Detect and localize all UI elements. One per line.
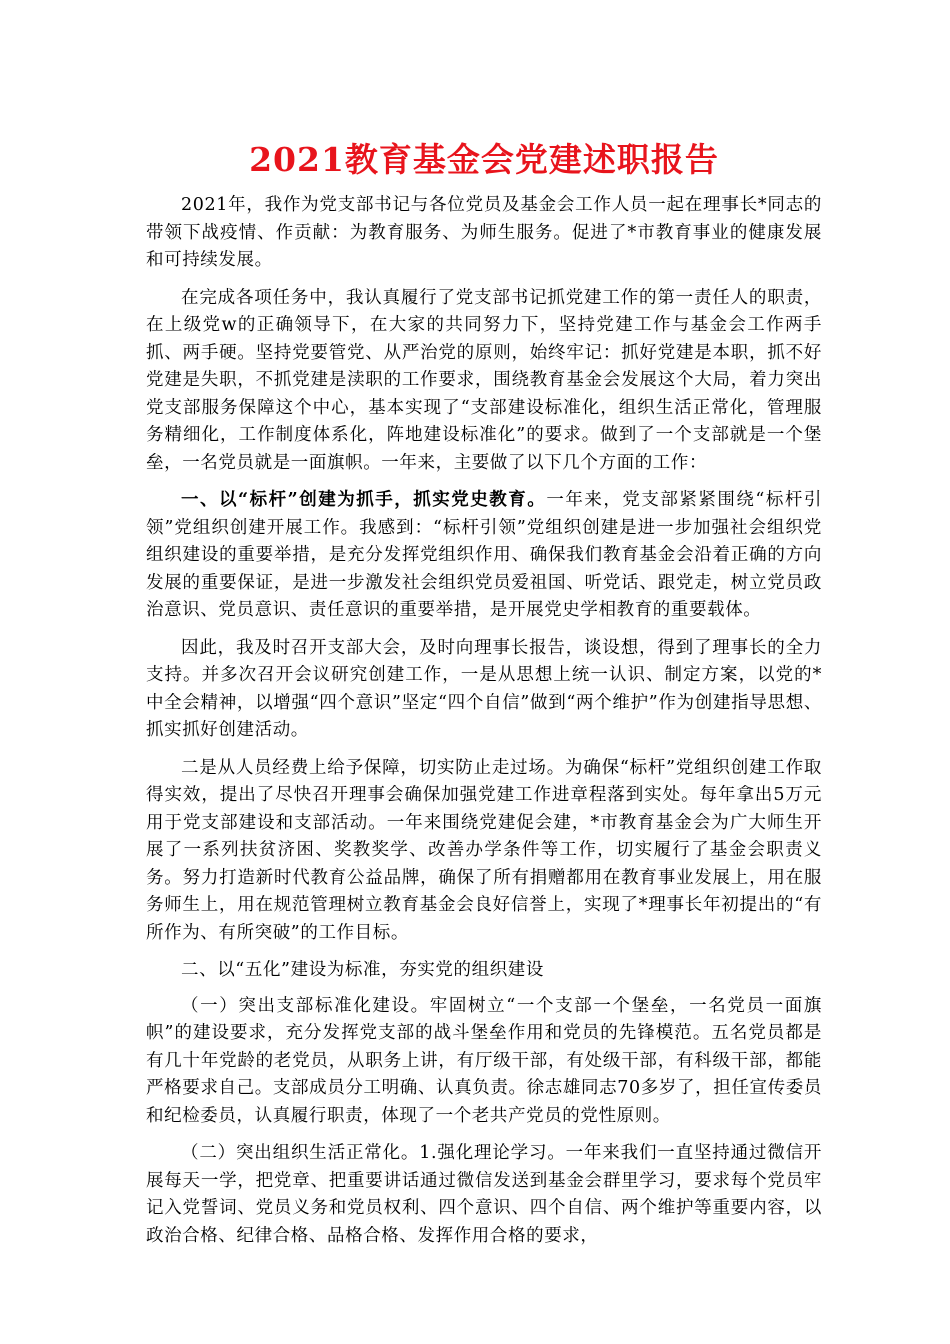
- paragraph-text: 一年来，党支部紧紧围绕“标杆引领”党组织创建开展工作。我感到：“标杆引领”党组织创建是进一步加强社会组织党组织建设的重要举措，是充分发挥党组织作用、确保我们教育基金会沿着正确的方向发展的重要保证，是进一步激发社会组织党员爱祖国、听党话、跟党走，树立党员政治意识、党员意识、责任意识的重要举措，是开展党史学相教育的重要载体。: [146, 490, 822, 620]
- paragraph-text: 在完成各项任务中，我认真履行了党支部书记抓党建工作的第一责任人的职责，在上级党w的正确领导下，在大家的共同努力下，坚持党建工作与基金会工作两手抓、两手硬。坚持党要管党、从严治党的原则，始终牢记：抓好党建是本职，抓不好党建是失职，不抓党建是渎职的工作要求，围绕教育基金会发展这个大局，着力突出党支部服务保障这个中心，基本实现了“支部建设标准化，组织生活正常化，管理服务精细化，工作制度体系化，阵地建设标准化”的要求。做到了一个支部就是一个堡垒，一名党员就是一面旗帜。一年来，主要做了以下几个方面的工作：: [146, 287, 822, 473]
- section-heading-one: 一、以“标杆”创建为抓手，抓实党史教育。: [181, 490, 547, 510]
- document-title: 2021教育基金会党建述职报告: [249, 140, 719, 179]
- paragraph-section-one: [146, 487, 822, 625]
- paragraph-text: （一）突出支部标准化建设。牢固树立“一个支部一个堡垒，一名党员一面旗帜”的建设要求，充分发挥党支部的战斗堡垒作用和党员的先锋模范。五名党员都是有几十年党龄的老党员，从职务上讲，有厅级干部，有处级干部，有科级干部，都能严格要求自己。支部成员分工明确、认真负责。徐志雄同志70多岁了，担任宣传委员和纪检委员，认真履行职责，体现了一个老共产党员的党性原则。: [146, 995, 822, 1126]
- section-heading-two: [146, 957, 822, 985]
- paragraph-text: 因此，我及时召开支部大会，及时向理事长报告，谈设想，得到了理事长的全力支持。并多次召开会议研究创建工作，一是从思想上统一认识、制定方案，以党的*中全会精神，以增强“四个意识”坚定“四个自信”做到“两个维护”作为创建指导思想、抓实抓好创建活动。: [146, 637, 822, 740]
- paragraph-text: 2021年，我作为党支部书记与各位党员及基金会工作人员一起在理事长*同志的带领下战疫情、作贡献：为教育服务、为师生服务。促进了*市教育事业的健康发展和可持续发展。: [146, 195, 822, 270]
- paragraph-text: 二、以“五化”建设为标准，夯实党的组织建设: [181, 960, 544, 980]
- paragraph-standardization: [146, 993, 822, 1131]
- document-page: [146, 138, 822, 1260]
- paragraph-text: 二是从人员经费上给予保障，切实防止走过场。为确保“标杆”党组织创建工作取得实效，提出了尽快召开理事会确保加强党建工作进章程落到实处。每年拿出5万元用于党支部建设和支部活动。一年来围绕党建促会建，*市教育基金会为广大师生开展了一系列扶贫济困、奖教奖学、改善办学条件等工作，切实履行了基金会职责义务。努力打造新时代教育公益品牌，确保了所有捐赠都用在教育事业发展上，用在服务师生上，用在规范管理树立教育基金会良好信誉上，实现了*理事长年初提出的“有所作为、有所突破”的工作目标。: [146, 757, 822, 943]
- paragraph-intro: [146, 192, 822, 275]
- paragraph-funding: [146, 755, 822, 948]
- paragraph-therefore: [146, 635, 822, 745]
- paragraph-duties: [146, 285, 822, 478]
- paragraph-organization-life: [146, 1140, 822, 1250]
- paragraph-text: （二）突出组织生活正常化。1.强化理论学习。一年来我们一直坚持通过微信开展每天一学，把党章、把重要讲话通过微信发送到基金会群里学习，要求每个党员牢记入党誓词、党员义务和党员权利、四个意识、四个自信、两个维护等重要内容，以政治合格、纪律合格、品格合格、发挥作用合格的要求，: [146, 1143, 822, 1246]
